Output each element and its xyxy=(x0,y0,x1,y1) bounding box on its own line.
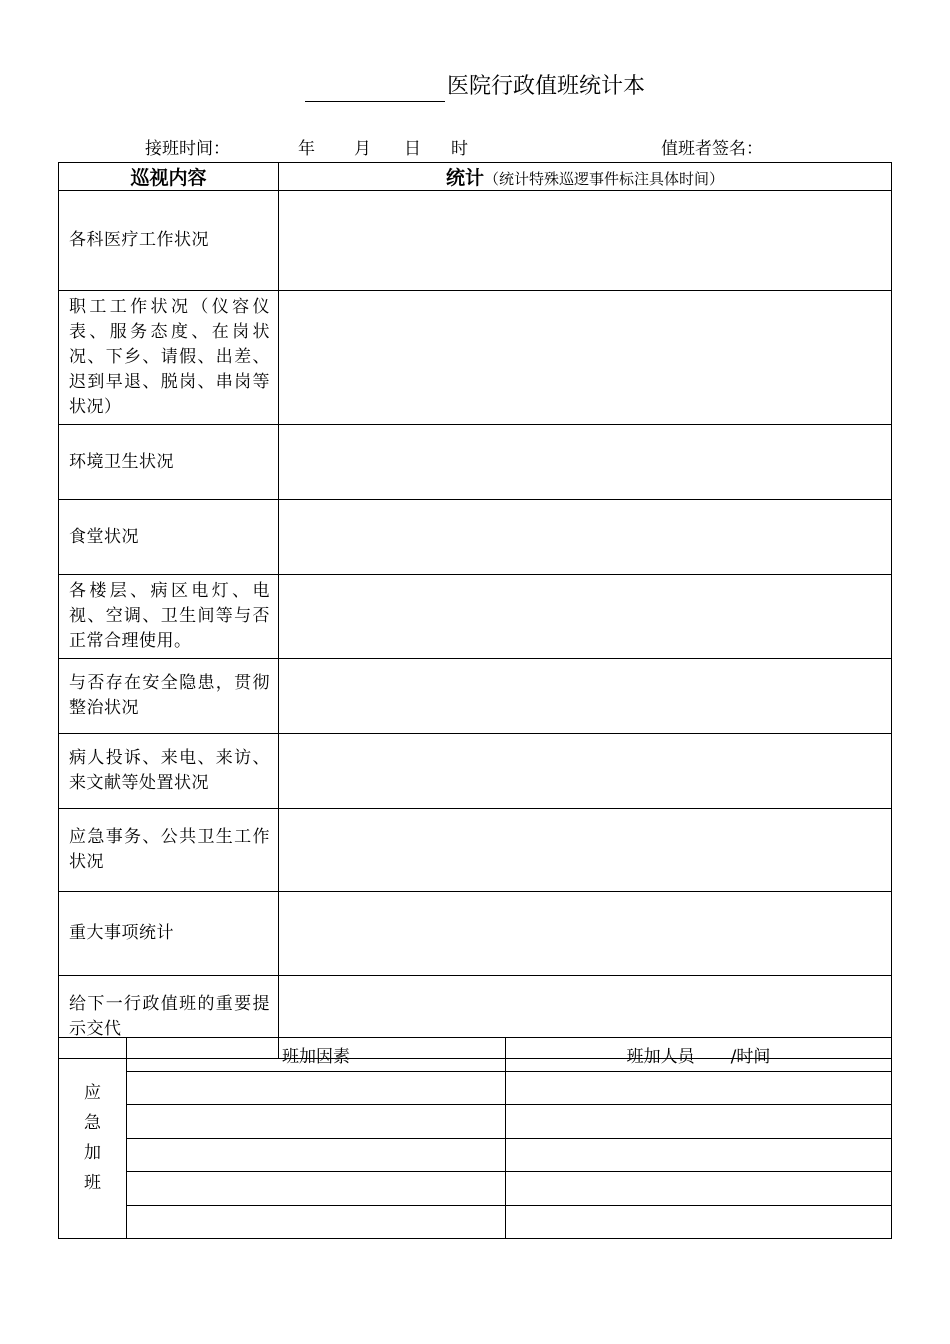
table-row xyxy=(59,575,892,659)
row-value-field[interactable] xyxy=(279,659,892,734)
table-row xyxy=(59,809,892,892)
overtime-staff-field[interactable] xyxy=(506,1172,892,1206)
hour-label: 时 xyxy=(451,139,468,159)
overtime-reason-field[interactable] xyxy=(127,1172,506,1206)
overtime-staff-field[interactable] xyxy=(506,1205,892,1239)
row-label: 环境卫生状况 xyxy=(59,425,279,500)
row-label: 各科医疗工作状况 xyxy=(59,191,279,291)
row-value-field[interactable] xyxy=(279,734,892,809)
overtime-staff-field[interactable] xyxy=(506,1138,892,1172)
table-row xyxy=(59,659,892,734)
overtime-reason-field[interactable] xyxy=(127,1105,506,1139)
row-value-field[interactable] xyxy=(279,425,892,500)
row-label: 病人投诉、来电、来访、来文献等处置状况 xyxy=(59,734,279,809)
inspection-table xyxy=(58,162,892,1059)
table-header-row xyxy=(59,163,892,191)
table-row xyxy=(59,1205,892,1239)
row-label: 与否存在安全隐患，贯彻整治状况 xyxy=(59,659,279,734)
overtime-staff-field[interactable] xyxy=(506,1105,892,1139)
statistics-header: 统计（统计特殊巡逻事件标注具体时间） xyxy=(279,163,892,191)
table-row xyxy=(59,1138,892,1172)
row-value-field[interactable] xyxy=(279,809,892,892)
table-row xyxy=(59,734,892,809)
table-row xyxy=(59,291,892,425)
row-value-field[interactable] xyxy=(279,575,892,659)
row-label: 给下一行政值班的重要提示交代 xyxy=(59,976,279,1059)
overtime-reason-field[interactable] xyxy=(127,1138,506,1172)
table-row xyxy=(59,1105,892,1139)
overtime-reason-header: 班加因素 xyxy=(127,1038,506,1072)
row-value-field[interactable] xyxy=(279,500,892,575)
table-row xyxy=(59,892,892,976)
overtime-header-row xyxy=(59,1038,892,1072)
emergency-overtime-table xyxy=(58,1037,892,1239)
row-label: 食堂状况 xyxy=(59,500,279,575)
shift-time-label: 接班时间： xyxy=(145,139,230,159)
row-label: 职工工作状况（仪容仪表、服务态度、在岗状况、下乡、请假、出差、迟到早退、脱岗、串岗等状况） xyxy=(59,291,279,425)
statistics-header-note: （统计特殊巡逻事件标注具体时间） xyxy=(484,170,725,188)
document-title: 医院行政值班统计本 xyxy=(0,72,950,102)
overtime-reason-field[interactable] xyxy=(127,1071,506,1105)
table-row xyxy=(59,1172,892,1206)
inspection-content-header: 巡视内容 xyxy=(59,163,279,191)
signature-label: 值班者签名： xyxy=(661,139,763,159)
row-value-field[interactable] xyxy=(279,291,892,425)
table-row xyxy=(59,500,892,575)
row-value-field[interactable] xyxy=(279,191,892,291)
row-label: 重大事项统计 xyxy=(59,892,279,976)
table-row xyxy=(59,1071,892,1105)
emergency-overtime-label: 应 急 加 班 xyxy=(59,1038,127,1239)
row-label: 各楼层、病区电灯、电视、空调、卫生间等与否正常合理使用。 xyxy=(59,575,279,659)
year-label: 年 xyxy=(298,139,315,159)
title-blank-line xyxy=(305,78,445,102)
overtime-staff-field[interactable] xyxy=(506,1071,892,1105)
table-row xyxy=(59,191,892,291)
overtime-staff-time-header: 班加人员 /时间 xyxy=(506,1038,892,1072)
row-value-field[interactable] xyxy=(279,892,892,976)
month-label: 月 xyxy=(354,139,371,159)
day-label: 日 xyxy=(404,139,421,159)
overtime-reason-field[interactable] xyxy=(127,1205,506,1239)
row-label: 应急事务、公共卫生工作状况 xyxy=(59,809,279,892)
table-row xyxy=(59,425,892,500)
